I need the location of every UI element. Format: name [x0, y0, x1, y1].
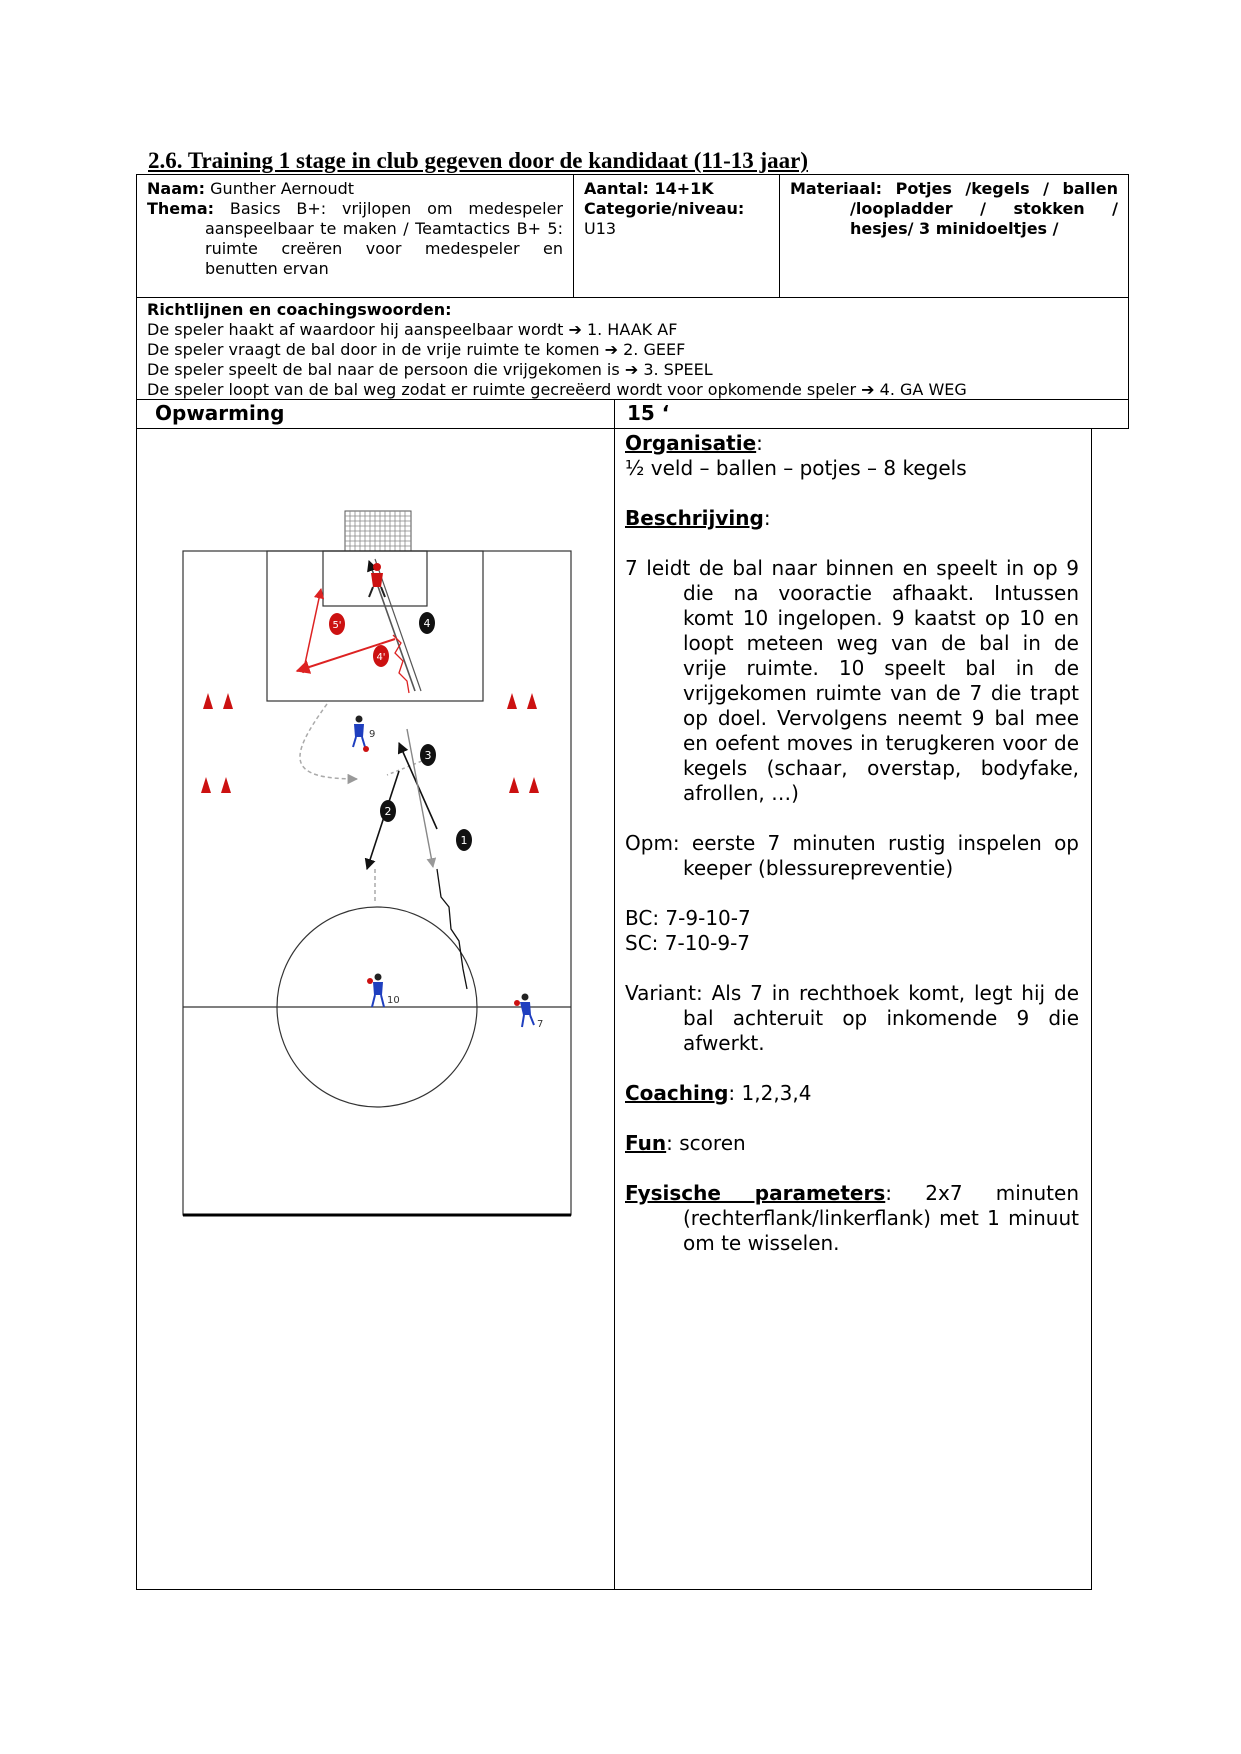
- richtlijn-1: De speler haakt af waardoor hij aanspeelbaar wordt ➔ 1. HAAK AF: [147, 320, 678, 339]
- aantal: Aantal: 14+1K: [584, 179, 714, 198]
- fun-line: Fun: scoren: [625, 1131, 746, 1155]
- details-cell: [614, 428, 1092, 1590]
- opm-text: Opm: eerste 7 minuten rustig inspelen op keeper (blessurepreventie): [625, 831, 1079, 880]
- thema-line: [147, 199, 563, 279]
- marker-4: [419, 612, 435, 634]
- marker-3: [420, 744, 436, 766]
- svg-text:4: 4: [423, 617, 431, 630]
- cone-icon: [201, 693, 539, 793]
- richtlijnen-cell: [136, 297, 1129, 400]
- section-duration: 15 ‘: [627, 401, 670, 425]
- richtlijn-4: De speler loopt van de bal weg zodat er ruimte gecreëerd wordt voor opkomende speler ➔ 4. GA WEG: [147, 380, 967, 399]
- fysische-line: Fysische parameters: 2x7 minuten (rechterflank/linkerflank) met 1 minuut om te wisselen.: [625, 1181, 1080, 1255]
- dribble-path-7: [437, 869, 467, 989]
- categorie-label: Categorie/niveau:: [584, 199, 745, 218]
- dribble-path-4: [393, 635, 409, 693]
- richtlijn-2: De speler vraagt de bal door in de vrije ruimte te komen ➔ 2. GEEF: [147, 340, 686, 359]
- field-diagram: [137, 429, 615, 1591]
- richtlijnen-heading: Richtlijnen en coachingswoorden:: [147, 300, 452, 319]
- richtlijn-3: De speler speelt de bal naar de persoon die vrijgekomen is ➔ 3. SPEEL: [147, 360, 713, 379]
- coaching-line: Coaching: 1,2,3,4: [625, 1081, 812, 1105]
- svg-text:9: 9: [369, 729, 376, 740]
- naam-value: Gunther Aernoudt: [210, 179, 355, 198]
- materiaal-value: Potjes /kegels / ballen /loopladder / stokken / hesjes/ 3 minidoeltjes /: [850, 179, 1118, 238]
- svg-text:1: 1: [460, 834, 468, 847]
- materiaal-cell: [779, 174, 1129, 298]
- marker-2: [380, 800, 396, 822]
- arrow-red-5b: [303, 589, 321, 673]
- marker-1: [456, 829, 472, 851]
- goal-net: [345, 511, 411, 551]
- sc-text: SC: 7-10-9-7: [625, 931, 751, 955]
- arrow-pass-2: [367, 771, 399, 869]
- player-7-icon: [514, 994, 543, 1031]
- diagram-cell: [136, 428, 614, 1590]
- svg-text:5': 5': [332, 620, 342, 631]
- naam-thema-cell: [136, 174, 573, 298]
- svg-text:3: 3: [424, 749, 432, 762]
- organisatie-text: ½ veld – ballen – potjes – 8 kegels: [625, 456, 967, 480]
- page-title: 2.6. Training 1 stage in club gegeven door de kandidaat (11-13 jaar): [148, 148, 809, 173]
- marker-4-prime: [373, 645, 389, 667]
- player-10-icon: [367, 974, 400, 1008]
- svg-text:4': 4': [376, 652, 386, 663]
- thema-value: Basics B+: vrijlopen om medespeler aanspeelbaar te maken / Teamtactics B+ 5: ruimte creëren voor medespeler en benutten ervan: [205, 199, 563, 278]
- thema-label: Thema:: [147, 199, 215, 218]
- organisatie-heading: Organisatie:: [625, 431, 763, 455]
- materiaal-line: [790, 179, 1118, 239]
- section-name: Opwarming: [155, 401, 285, 425]
- bc-text: BC: 7-9-10-7: [625, 906, 751, 930]
- beschrijving-heading: Beschrijving:: [625, 506, 771, 530]
- beschrijving-text: 7 leidt de bal naar binnen en speelt in op 9 die na vooractie afhaakt. Intussen komt 10 ingelopen. 9 kaatst op 10 en loopt meteen weg van de bal in de vrije ruimte. 10 speelt bal in de vrijgekomen ruimte van de 7 die trapt op doel. Vervolgens neemt 9 bal mee en oefent moves in terugkeren voor de kegels (schaar, overstap, bodyfake, afrollen, …): [625, 556, 1079, 805]
- section-duration-cell: [614, 399, 1129, 429]
- categorie-value: U13: [584, 219, 617, 238]
- section-name-cell: [136, 399, 614, 429]
- marker-5-prime: [329, 613, 345, 635]
- aantal-cell: [573, 174, 779, 298]
- svg-text:10: 10: [387, 995, 400, 1006]
- materiaal-label: Materiaal:: [790, 179, 883, 198]
- player-9-icon: [353, 716, 375, 753]
- svg-text:7: 7: [537, 1019, 544, 1030]
- variant-text: Variant: Als 7 in rechthoek komt, legt hij de bal achteruit op inkomende 9 die afwerkt.: [625, 981, 1079, 1055]
- run-path-9: [300, 704, 357, 779]
- naam-label: Naam:: [147, 179, 206, 198]
- naam-line: [147, 179, 563, 199]
- svg-text:2: 2: [384, 805, 392, 818]
